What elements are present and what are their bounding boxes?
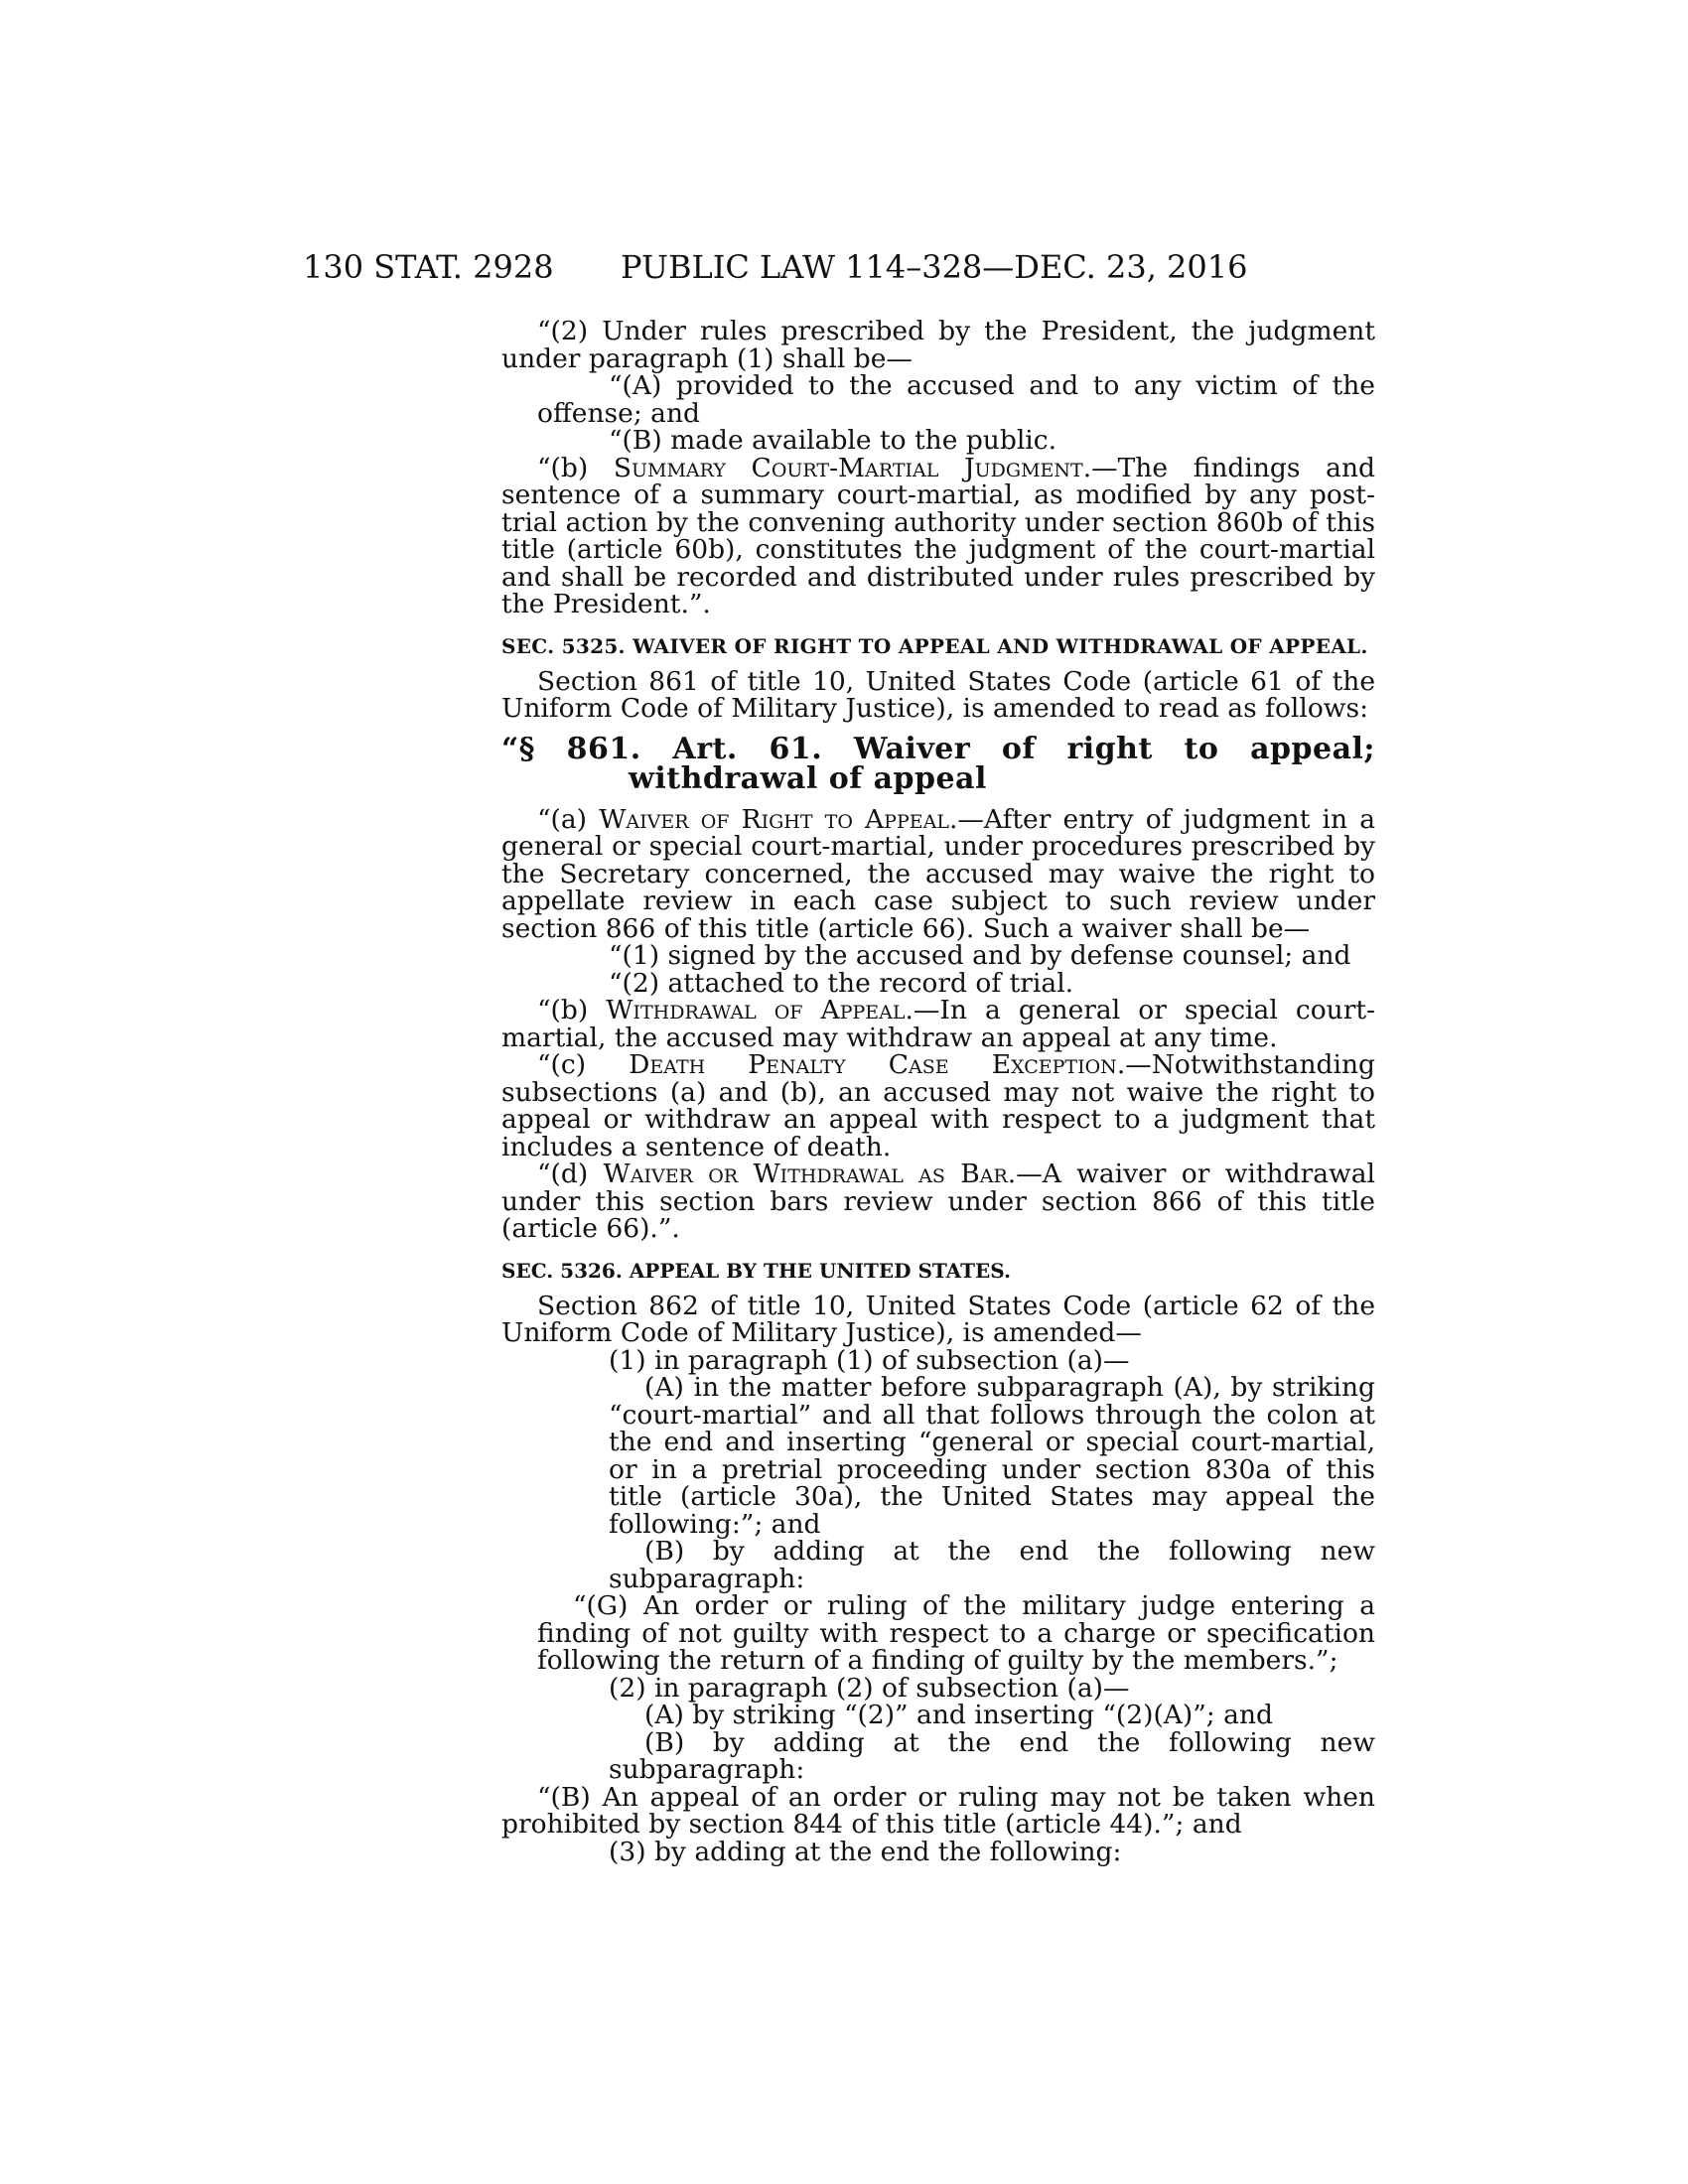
- paragraph: Section 861 of title 10, United States Code (article 61 of the Uniform Code of Military Justice), is amended to read as follows:: [501, 665, 1375, 724]
- paragraph: “(1) signed by the accused and by defense counsel; and: [609, 940, 1351, 971]
- paragraph: “(2) Under rules prescribed by the President, the judgment under paragraph (1) shall be—: [501, 316, 1375, 374]
- paragraph-prefix: “(a): [537, 803, 600, 835]
- list-item: (2) in paragraph (2) of subsection (a)—: [609, 1672, 1130, 1704]
- paragraph-text: .—A waiver or withdrawal under this section bars review under section 866 of this title (article 66).”.: [501, 1159, 1375, 1244]
- paragraph: [501, 803, 1376, 944]
- article-heading: “§ 861. Art. 61. Waiver of right to appeal; withdrawal of appeal: [501, 731, 1375, 796]
- document-body: [501, 318, 1375, 1865]
- subsection-heading: Waiver of Right to Appeal: [599, 803, 949, 835]
- subsection-heading: Summary Court-Martial Judgment: [613, 452, 1083, 483]
- subsection-heading: Withdrawal of Appeal: [606, 995, 906, 1025]
- subsection-heading: Death Penalty Case Exception: [629, 1049, 1117, 1080]
- paragraph: “(B) made available to the public.: [609, 425, 1057, 456]
- paragraph-text: .—After entry of judgment in a general or special court-martial, under procedures prescribed by the Secretary concerned, the accused may waive the right to appellate review in each case subject to such review under section 866 of this title (article 66). Such a waiver shall be—: [501, 803, 1376, 944]
- list-item: (A) in the matter before subparagraph (A), by striking “court-martial” and all that follows through the colon at the end and inserting “general or special court-martial, or in a pretrial proceeding under section 830a of this title (article 30a), the United States may appeal the following:”; and: [609, 1372, 1375, 1540]
- paragraph: “(2) attached to the record of trial.: [609, 967, 1074, 999]
- paragraph-text: .—In a general or special court-martial, the accused may withdraw an appeal at any time.: [501, 995, 1375, 1053]
- paragraph: [501, 997, 1375, 1051]
- section-heading: SEC. 5326. APPEAL BY THE UNITED STATES.: [501, 1258, 1011, 1283]
- statute-page-number: 130 STAT. 2928: [303, 248, 554, 286]
- paragraph: [501, 1051, 1375, 1160]
- paragraph-prefix: “(c): [537, 1049, 630, 1080]
- paragraph: Section 862 of title 10, United States Code (article 62 of the Uniform Code of Military Justice), is amended—: [501, 1290, 1375, 1348]
- paragraph: [501, 1160, 1375, 1243]
- paragraph-prefix: “(d): [537, 1159, 604, 1189]
- paragraph-prefix: “(b): [537, 995, 607, 1025]
- subsection-heading: Waiver or Withdrawal as Bar: [603, 1159, 1008, 1189]
- public-law-title: PUBLIC LAW 114–328—DEC. 23, 2016: [621, 248, 1248, 286]
- running-header: [303, 248, 1445, 288]
- paragraph: “(A) provided to the accused and to any victim of the offense; and: [537, 370, 1375, 429]
- paragraph: [501, 452, 1375, 619]
- quoted-paragraph: “(B) An appeal of an order or ruling may not be taken when prohibited by section 844 of this title (article 44).”; and: [501, 1781, 1375, 1840]
- paragraph-text: .—The findings and sentence of a summary court-martial, as modified by any post-trial action by the convening authority under section 860b of this title (article 60b), constitutes the judgment of the court-martial and shall be recorded and distributed under rules prescribed by the President.”.: [501, 452, 1375, 619]
- list-item: (B) by adding at the end the following new subparagraph:: [609, 1536, 1375, 1594]
- quoted-paragraph: “(G) An order or ruling of the military judge entering a finding of not guilty with respect to a charge or specification following the return of a finding of guilty by the members.”;: [537, 1590, 1375, 1676]
- paragraph-prefix: “(b): [537, 452, 614, 483]
- list-item: (B) by adding at the end the following new subparagraph:: [609, 1726, 1375, 1785]
- paragraph-text: .—Notwithstanding subsections (a) and (b), an accused may not waive the right to appeal or withdraw an appeal with respect to a judgment that includes a sentence of death.: [501, 1049, 1375, 1162]
- section-heading: SEC. 5325. WAIVER OF RIGHT TO APPEAL AND WITHDRAWAL OF APPEAL.: [501, 633, 1368, 658]
- list-item: (A) by striking “(2)” and inserting “(2)(A)”; and: [644, 1700, 1273, 1730]
- list-item: (1) in paragraph (1) of subsection (a)—: [609, 1344, 1130, 1376]
- list-item: (3) by adding at the end the following:: [609, 1836, 1122, 1867]
